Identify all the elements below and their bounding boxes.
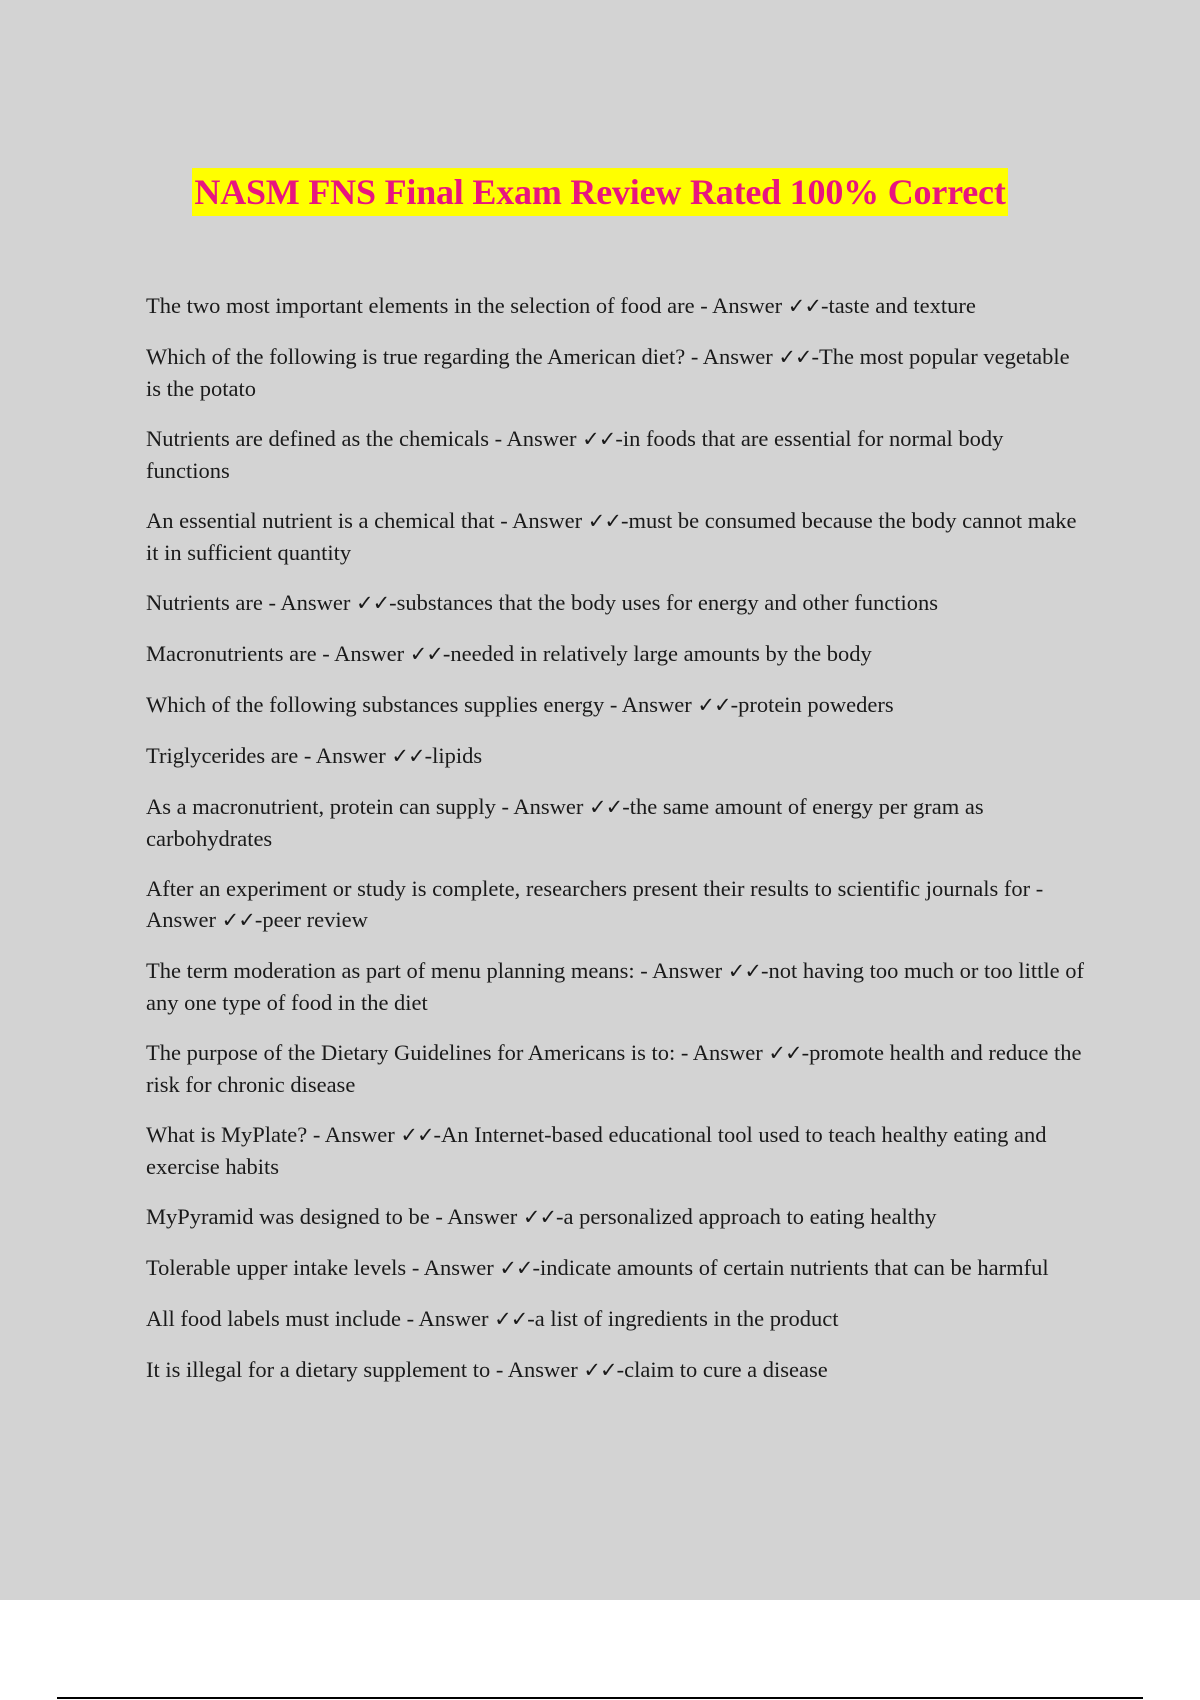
- question-answer-item: [146, 689, 1086, 721]
- answer-label: Answer: [315, 743, 386, 768]
- answer-separator: -: [609, 692, 622, 717]
- answer-label: Answer: [146, 907, 216, 932]
- answer-text: a personalized approach to eating healthy: [563, 1204, 937, 1229]
- question-text: Macronutrients are: [146, 641, 317, 666]
- answer-text: indicate amounts of certain nutrients that can be harmful: [540, 1255, 1049, 1280]
- answer-text: must be consumed because the body cannot make it in sufficient quantity: [146, 508, 1077, 565]
- question-text: The purpose of the Dietary Guidelines for Americans is to:: [146, 1040, 676, 1065]
- double-check-icon: ✓✓: [400, 1123, 434, 1147]
- document-title: NASM FNS Final Exam Review Rated 100% Correct: [192, 168, 1007, 216]
- question-text: The term moderation as part of menu planning means:: [146, 958, 635, 983]
- answer-label: Answer: [512, 508, 583, 533]
- double-check-icon: ✓✓: [583, 1358, 617, 1382]
- question-answer-list: [146, 290, 1086, 1405]
- double-check-icon: ✓✓: [587, 509, 621, 533]
- answer-label: Answer: [447, 1204, 518, 1229]
- answer-dash: -: [556, 1204, 564, 1229]
- question-answer-item: [146, 873, 1086, 936]
- answer-separator: -: [495, 1357, 508, 1382]
- answer-dash: -: [389, 590, 397, 615]
- question-answer-item: [146, 1037, 1086, 1100]
- answer-separator: -: [322, 641, 335, 666]
- question-text: Which of the following is true regarding the American diet?: [146, 344, 686, 369]
- answer-dash: -: [532, 1255, 541, 1280]
- question-text: Triglycerides are: [146, 743, 299, 768]
- answer-label: Answer: [280, 590, 351, 615]
- double-check-icon: ✓✓: [221, 908, 255, 932]
- answer-dash: -: [730, 692, 739, 717]
- answer-dash: -: [760, 958, 769, 983]
- double-check-icon: ✓✓: [494, 1307, 528, 1331]
- answer-separator: -: [406, 1306, 419, 1331]
- question-answer-item: [146, 423, 1086, 486]
- answer-separator: -: [700, 293, 713, 318]
- answer-label: Answer: [652, 958, 723, 983]
- question-answer-item: [146, 587, 1086, 619]
- question-text: Nutrients are defined as the chemicals: [146, 426, 489, 451]
- answer-separator: -: [268, 590, 281, 615]
- answer-separator: -: [312, 1122, 325, 1147]
- answer-text: not having too much or too little of any one type of food in the diet: [146, 958, 1085, 1015]
- answer-text: The most popular vegetable is the potato: [146, 344, 1070, 401]
- answer-text: a list of ingredients in the product: [534, 1306, 839, 1331]
- double-check-icon: ✓✓: [778, 345, 812, 369]
- answer-dash: -: [801, 1040, 810, 1065]
- answer-label: Answer: [702, 344, 773, 369]
- question-answer-item: [146, 1119, 1086, 1182]
- answer-text: in foods that are essential for normal body functions: [146, 426, 1004, 483]
- answer-separator: -: [500, 508, 513, 533]
- double-check-icon: ✓✓: [697, 693, 731, 717]
- answer-text: promote health and reduce the risk for chronic disease: [146, 1040, 1082, 1097]
- question-text: Which of the following substances supplies energy: [146, 692, 605, 717]
- title-wrapper: [0, 168, 1200, 216]
- question-answer-item: [146, 341, 1086, 404]
- answer-dash: -: [433, 1122, 442, 1147]
- answer-text: An Internet-based educational tool used to teach healthy eating and exercise habits: [146, 1122, 1047, 1179]
- question-answer-item: [146, 638, 1086, 670]
- answer-dash: -: [442, 641, 451, 666]
- answer-dash: -: [811, 344, 820, 369]
- double-check-icon: ✓✓: [727, 959, 761, 983]
- question-text: MyPyramid was designed to be: [146, 1204, 430, 1229]
- question-text: What is MyPlate?: [146, 1122, 308, 1147]
- question-answer-item: [146, 791, 1086, 854]
- double-check-icon: ✓✓: [787, 294, 821, 318]
- answer-separator: -: [494, 426, 507, 451]
- answer-separator: -: [640, 958, 653, 983]
- answer-text: peer review: [262, 907, 368, 932]
- answer-text: substances that the body uses for energy and other functions: [396, 590, 939, 615]
- question-text: Nutrients are: [146, 590, 263, 615]
- double-check-icon: ✓✓: [522, 1205, 557, 1229]
- answer-separator: -: [1035, 876, 1044, 901]
- answer-label: Answer: [621, 692, 692, 717]
- answer-dash: -: [620, 508, 629, 533]
- answer-text: needed in relatively large amounts by the body: [450, 641, 872, 666]
- answer-separator: -: [690, 344, 703, 369]
- answer-separator: -: [303, 743, 316, 768]
- question-text: The two most important elements in the selection of food are: [146, 293, 695, 318]
- double-check-icon: ✓✓: [409, 642, 443, 666]
- footer-band: [0, 1600, 1200, 1700]
- question-answer-item: [146, 740, 1086, 772]
- double-check-icon: ✓✓: [768, 1041, 802, 1065]
- question-answer-item: [146, 955, 1086, 1018]
- answer-label: Answer: [418, 1306, 489, 1331]
- answer-label: Answer: [324, 1122, 395, 1147]
- footer-divider: [57, 1697, 1143, 1699]
- double-check-icon: ✓✓: [391, 744, 425, 768]
- answer-dash: -: [622, 794, 630, 819]
- question-text: It is illegal for a dietary supplement to: [146, 1357, 491, 1382]
- answer-dash: -: [424, 743, 433, 768]
- answer-text: the same amount of energy per gram as carbohydrates: [146, 794, 984, 851]
- answer-text: taste and texture: [828, 293, 976, 318]
- answer-dash: -: [820, 293, 829, 318]
- answer-label: Answer: [423, 1255, 494, 1280]
- answer-dash: -: [616, 1357, 625, 1382]
- question-answer-item: [146, 505, 1086, 568]
- question-text: After an experiment or study is complete, researchers present their results to scientific journals for: [146, 876, 1031, 901]
- answer-separator: -: [680, 1040, 693, 1065]
- answer-dash: -: [527, 1306, 535, 1331]
- answer-label: Answer: [692, 1040, 763, 1065]
- question-text: As a macronutrient, protein can supply: [146, 794, 496, 819]
- question-answer-item: [146, 1201, 1086, 1233]
- question-answer-item: [146, 290, 1086, 322]
- question-text: Tolerable upper intake levels: [146, 1255, 407, 1280]
- double-check-icon: ✓✓: [582, 427, 616, 451]
- answer-separator: -: [435, 1204, 448, 1229]
- answer-label: Answer: [712, 293, 783, 318]
- answer-dash: -: [615, 426, 623, 451]
- answer-text: lipids: [432, 743, 483, 768]
- answer-dash: -: [254, 907, 263, 932]
- question-answer-item: [146, 1354, 1086, 1386]
- question-answer-item: [146, 1303, 1086, 1335]
- double-check-icon: ✓✓: [499, 1256, 533, 1280]
- double-check-icon: ✓✓: [589, 795, 623, 819]
- answer-label: Answer: [513, 794, 584, 819]
- question-text: All food labels must include: [146, 1306, 401, 1331]
- answer-label: Answer: [507, 1357, 578, 1382]
- answer-text: protein poweders: [738, 692, 894, 717]
- answer-text: claim to cure a disease: [624, 1357, 828, 1382]
- answer-separator: -: [411, 1255, 424, 1280]
- answer-label: Answer: [506, 426, 577, 451]
- answer-label: Answer: [334, 641, 405, 666]
- question-answer-item: [146, 1252, 1086, 1284]
- double-check-icon: ✓✓: [355, 591, 390, 615]
- question-text: An essential nutrient is a chemical that: [146, 508, 495, 533]
- answer-separator: -: [501, 794, 514, 819]
